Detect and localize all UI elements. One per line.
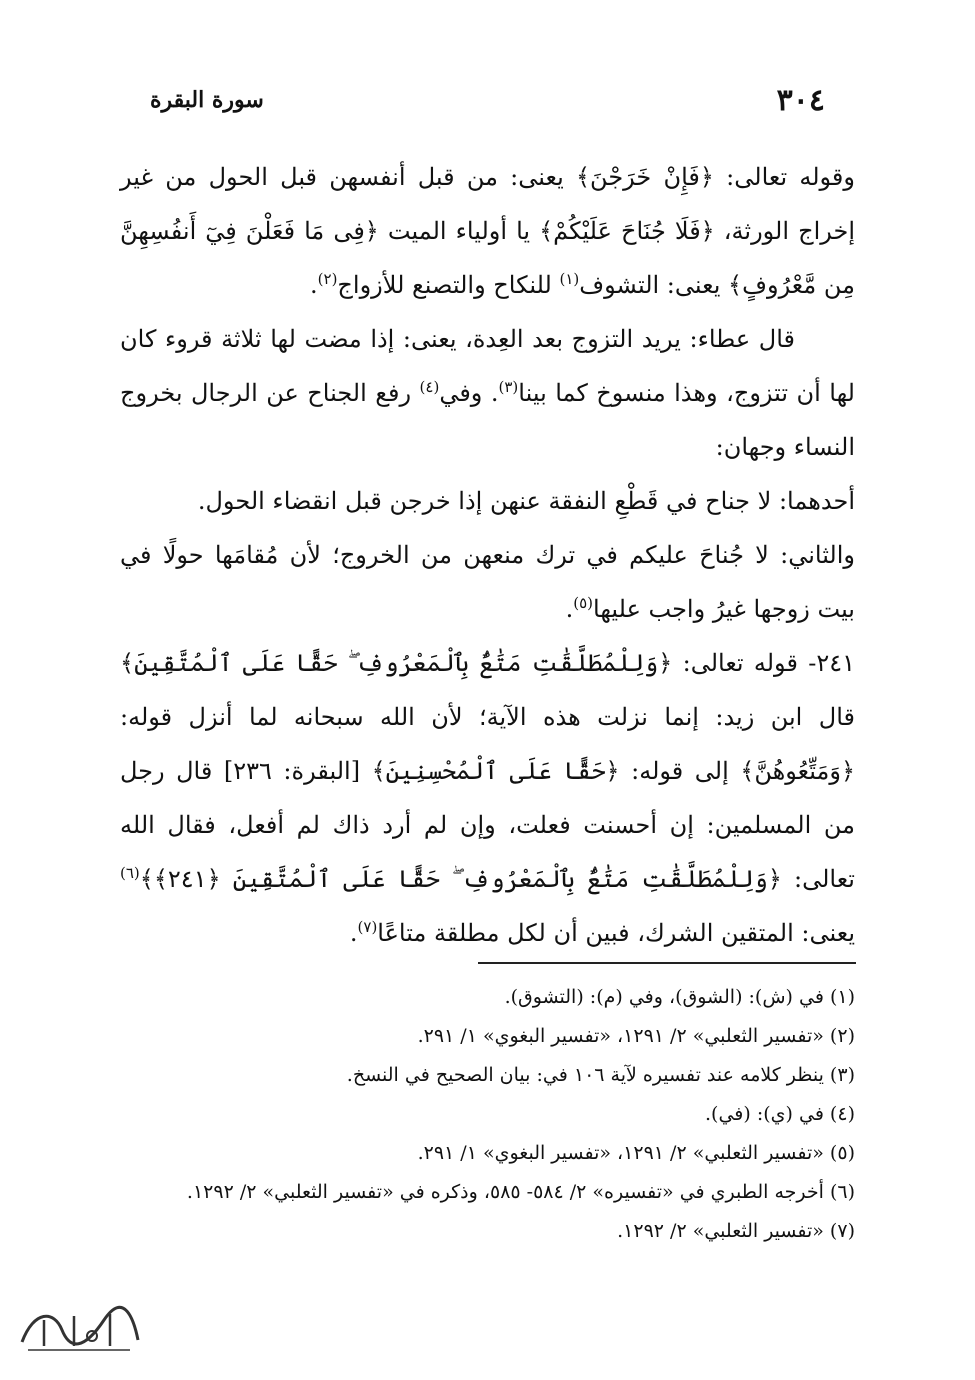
- footnote-ref: (١): [559, 270, 580, 288]
- footnote-divider: [478, 962, 856, 964]
- quran-quote: ﴿فَلَا جُنَاحَ عَلَيْكُمْ﴾: [539, 217, 715, 245]
- footnote-ref: (٦): [120, 864, 140, 882]
- footnote-1: (١) في (ش): (الشوق)، وفي (م): (التشوق).: [504, 986, 855, 1008]
- quran-quote: ﴿حَقًّا عَلَى ٱلْمُحْسِنِينَ﴾: [371, 757, 620, 785]
- text-run: يا أولياء الميت: [378, 217, 540, 245]
- text-run: .: [565, 595, 574, 623]
- main-text: [120, 150, 855, 960]
- paragraph-2: [120, 312, 855, 474]
- text-run: [البقرة: ٢٣٦] قال رجل من المسلمين: إن أحسنت فعلت، وإن لم أرد ذاك لم أفعل، فقال الله تعالى:: [120, 757, 855, 893]
- text-run: يعنى: التشوف: [579, 271, 729, 299]
- footnote-ref: (٥): [573, 594, 594, 612]
- page-number: ٣٠٤: [776, 82, 825, 118]
- footnote-7: (٧) «تفسير الثعلبي» ٢/ ١٢٩٢.: [617, 1220, 855, 1242]
- verse-number: ٢٤١- قوله تعالى:: [672, 649, 855, 677]
- footnote-ref: (٧): [357, 918, 378, 936]
- paragraph-3: أحدهما: لا جناح في قَطْعِ النفقة عنهن إذا خرجن قبل انقضاء الحول.: [197, 487, 855, 515]
- footnote-3: (٣) ينظر كلامه عند تفسيره لآية ١٠٦ في: بيان الصحيح في النسخ.: [346, 1064, 855, 1086]
- text-run: .: [310, 271, 318, 299]
- quran-quote: ﴿فِى مَا فَعَلْنَ فِيٓ أَنفُسِهِنَّ مِن مَّعْرُوفٍ﴾: [120, 217, 855, 299]
- text-run: يعنى: من قبل أنفسهن قبل الحول من غير إخراج الورثة،: [120, 163, 855, 245]
- paragraph-5: [120, 636, 855, 960]
- paragraph-4: [120, 528, 855, 636]
- watermark-logo: [14, 1300, 144, 1362]
- running-header: [150, 80, 825, 120]
- footnote-4: (٤) في (ي): (في).: [705, 1103, 855, 1125]
- quran-quote: ﴿وَلِلْمُطَلَّقَٰتِ مَتَٰعٌۢ بِٱلْمَعْرُوفِ ۖ حَقًّا عَلَى ٱلْمُتَّقِينَ ﴿٢٤١﴾﴾: [139, 865, 782, 893]
- footnote-5: (٥) «تفسير الثعلبي» ٢/ ١٢٩١، «تفسير البغوي» ١/ ٢٩١.: [417, 1142, 855, 1164]
- text-run: .: [349, 919, 358, 947]
- text-run: وقوله تعالى:: [713, 163, 855, 191]
- text-run: للنكاح والتصنع للأزواج: [337, 271, 560, 299]
- footnotes: [115, 978, 855, 1251]
- footnote-ref: (٢): [317, 270, 338, 288]
- text-run: إلى قوله:: [619, 757, 741, 785]
- surah-title: سورة البقرة: [150, 87, 264, 113]
- text-run: يعنى: المتقين الشرك، فبين أن لكل مطلقة متاعًا: [377, 919, 855, 947]
- quran-quote: ﴿وَلِلْمُطَلَّقَٰتِ مَتَٰعٌۢ بِٱلْمَعْرُوفِ ۖ حَقًّا عَلَى ٱلْمُتَّقِينَ﴾: [120, 649, 673, 677]
- quran-quote: ﴿وَمَتِّعُوهُنَّ﴾: [740, 757, 856, 785]
- footnote-ref: (٤): [419, 378, 440, 396]
- paragraph-1: [120, 150, 855, 312]
- footnote-ref: (٣): [498, 378, 519, 396]
- text-run: رفع الجناح عن الرجال بخروج النساء وجهان:: [120, 379, 855, 461]
- text-run: قال عطاء: يريد التزوج بعد العِدة، يعنى: إذا مضت لها ثلاثة قروء كان لها أن تتزوج، وهذا منسوخ كما بينا: [120, 325, 855, 407]
- text-run: . وفي: [439, 379, 499, 407]
- footnote-2: (٢) «تفسير الثعلبي» ٢/ ١٢٩١، «تفسير البغوي» ١/ ٢٩١.: [417, 1025, 855, 1047]
- footnote-6: (٦) أخرجه الطبري في «تفسيره» ٢/ ٥٨٤- ٥٨٥، وذكره في «تفسير الثعلبي» ٢/ ١٢٩٢.: [186, 1181, 855, 1203]
- quran-quote: ﴿فَإِنْ خَرَجْنَ﴾: [575, 163, 714, 191]
- text-run: والثاني: لا جُناحَ عليكم في ترك منعهن من الخروج؛ لأن مُقامَها حولًا في بيت زوجها غيرُ واجب عليها: [120, 541, 855, 623]
- text-run: قال ابن زيد: إنما نزلت هذه الآية؛ لأن الله سبحانه لما أنزل قوله:: [120, 703, 855, 731]
